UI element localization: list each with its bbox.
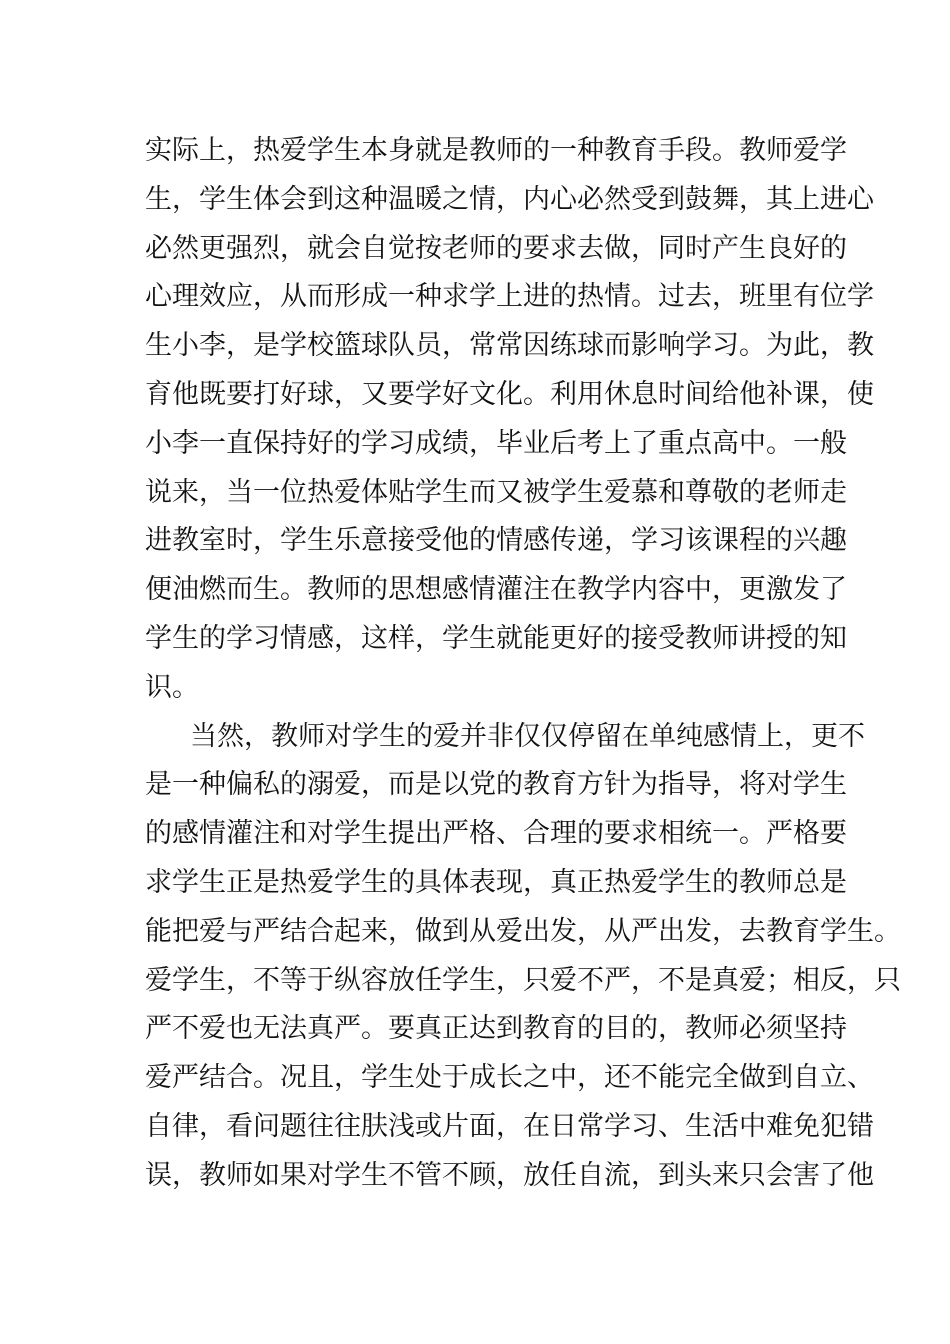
- text-line: 爱学生，不等于纵容放任学生，只爱不严，不是真爱；相反，只: [145, 964, 901, 996]
- text-line: 育他既要打好球，又要学好文化。利用休息时间给他补课，使: [145, 378, 874, 410]
- text-line: 进教室时，学生乐意接受他的情感传递，学习该课程的兴趣: [145, 525, 847, 557]
- text-line: 识。: [145, 671, 199, 703]
- text-line: 生，学生体会到这种温暖之情，内心必然受到鼓舞，其上进心: [145, 183, 874, 215]
- text-line: 说来，当一位热爱体贴学生而又被学生爱慕和尊敬的老师走: [145, 476, 847, 508]
- text-line: 是一种偏私的溺爱，而是以党的教育方针为指导，将对学生: [145, 769, 847, 801]
- text-line: 学生的学习情感，这样，学生就能更好的接受教师讲授的知: [145, 622, 847, 654]
- text-line: 严不爱也无法真严。要真正达到教育的目的，教师必须坚持: [145, 1013, 847, 1045]
- text-line: 误，教师如果对学生不管不顾，放任自流，到头来只会害了他: [145, 1159, 874, 1191]
- body-text: [145, 127, 901, 1201]
- text-line: 必然更强烈，就会自觉按老师的要求去做，同时产生良好的: [145, 232, 847, 264]
- text-line: 爱严结合。况且，学生处于成长之中，还不能完全做到自立、: [145, 1062, 874, 1094]
- text-line: 实际上，热爱学生本身就是教师的一种教育手段。教师爱学: [145, 135, 847, 166]
- text-line: 小李一直保持好的学习成绩，毕业后考上了重点高中。一般: [145, 427, 847, 459]
- text-line: 的感情灌注和对学生提出严格、合理的要求相统一。严格要: [145, 818, 847, 850]
- text-line: 便油燃而生。教师的思想感情灌注在教学内容中，更激发了: [145, 574, 847, 606]
- text-line: 自律，看问题往往肤浅或片面，在日常学习、生活中难免犯错: [145, 1110, 874, 1142]
- text-line: 求学生正是热爱学生的具体表现，真正热爱学生的教师总是: [145, 866, 847, 898]
- text-line: 生小李，是学校篮球队员，常常因练球而影响学习。为此，教: [145, 330, 874, 362]
- text-line: 当然，教师对学生的爱并非仅仅停留在单纯感情上，更不: [190, 720, 865, 752]
- paragraph-2: [145, 713, 901, 1201]
- text-line: 心理效应，从而形成一种求学上进的热情。过去，班里有位学: [145, 281, 874, 313]
- paragraph-1: [145, 127, 874, 713]
- text-line: 能把爱与严结合起来，做到从爱出发，从严出发，去教育学生。: [145, 915, 901, 947]
